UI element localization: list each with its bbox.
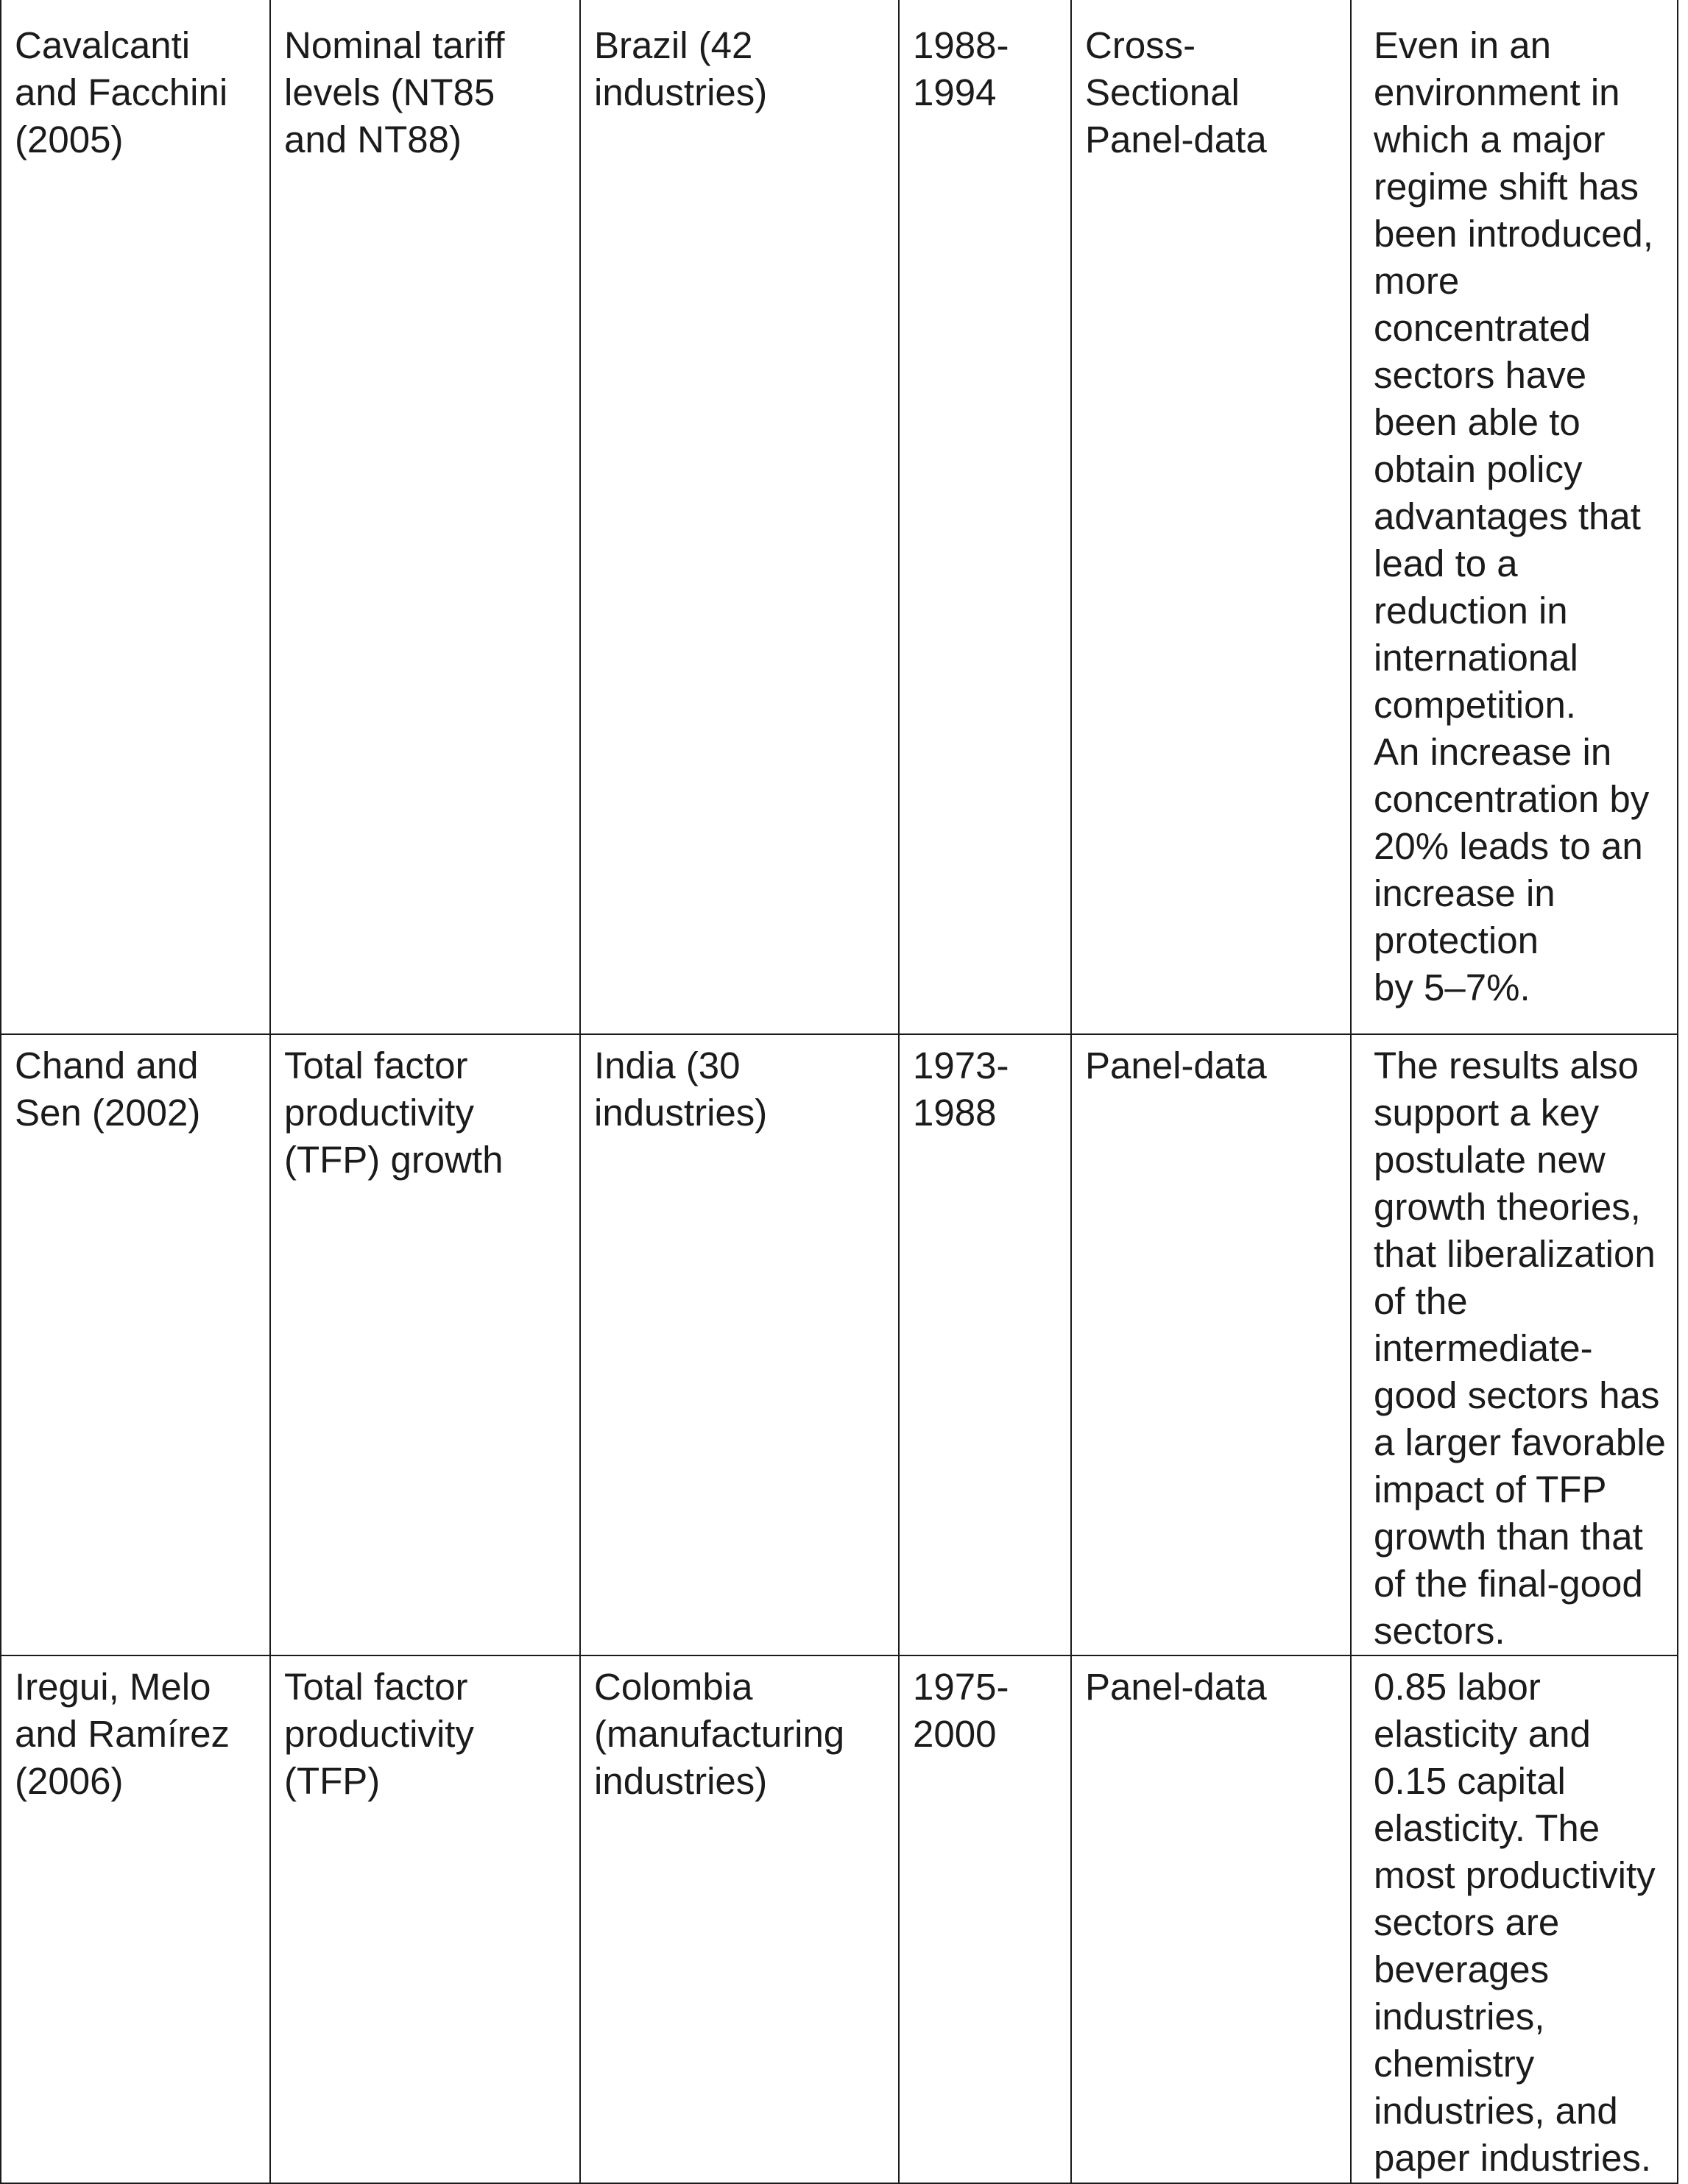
findings-text-line: industries, and [1374,2090,1618,2132]
cell-method [1071,1655,1351,2183]
period-text-line: 1994 [913,71,997,113]
findings-text-line: increase in [1374,872,1555,914]
table-row [1,0,1678,1034]
cell-findings [1351,1655,1678,2183]
variable-text-line: and NT88) [284,119,462,160]
country-text-line: India (30 [594,1045,741,1086]
findings-text-line: advantages that [1374,495,1641,537]
findings-text-line: lead to a [1374,543,1518,584]
cell-findings [1351,0,1678,1034]
variable-text-line: productivity [284,1713,474,1755]
table-row [1,1655,1678,2183]
findings-text-line: been able to [1374,401,1581,443]
findings-text-line: support a key [1374,1092,1600,1134]
findings-text-line: industries, [1374,1996,1545,2038]
method-text-line: Panel-data [1085,1045,1267,1086]
findings-text-line: 0.15 capital [1374,1760,1566,1802]
author-text-line: Iregui, Melo [15,1666,211,1708]
cell-author [1,0,270,1034]
country-text-line: Brazil (42 [594,24,753,66]
findings-text-line: been introduced, [1374,213,1653,255]
findings-text-line: a larger favorable [1374,1421,1666,1463]
cell-country [580,1655,899,2183]
findings-text-line: obtain policy [1374,448,1583,490]
findings-text-line: The results also [1374,1045,1639,1086]
author-text-line: and Ramírez [15,1713,230,1755]
findings-text-line: competition. [1374,684,1576,726]
table-body [1,0,1678,2183]
method-text-line: Panel-data [1085,1666,1267,1708]
findings-text-line: An increase in [1374,731,1612,773]
findings-text-line: of the [1374,1280,1468,1322]
findings-text-line: elasticity and [1374,1713,1591,1755]
findings-text-line: international [1374,637,1578,679]
findings-text-line: impact of TFP [1374,1469,1607,1510]
method-text-line: Panel-data [1085,119,1267,160]
variable-text-line: Nominal tariff [284,24,505,66]
cell-period [899,1034,1071,1655]
findings-text-line: Even in an [1374,24,1552,66]
author-text-line: (2006) [15,1760,124,1802]
cell-country [580,0,899,1034]
period-text-line: 1973- [913,1045,1009,1086]
findings-text-line: 0.85 labor [1374,1666,1541,1708]
findings-text-line: growth theories, [1374,1186,1641,1228]
method-text-line: Cross- [1085,24,1196,66]
country-text-line: (manufacturing [594,1713,845,1755]
period-text-line: 2000 [913,1713,997,1755]
findings-text-line: paper industries. [1374,2137,1652,2179]
country-text-line: industries) [594,1760,768,1802]
author-text-line: and Facchini [15,71,228,113]
findings-text-line: growth than that [1374,1516,1643,1558]
country-text-line: industries) [594,71,768,113]
findings-text-line: environment in [1374,71,1620,113]
country-text-line: industries) [594,1092,768,1134]
cell-variable [270,1655,580,2183]
cell-author [1,1034,270,1655]
cell-period [899,1655,1071,2183]
findings-text-line: intermediate- [1374,1327,1593,1369]
author-text-line: Sen (2002) [15,1092,201,1134]
findings-text-line: that liberalization [1374,1233,1656,1275]
variable-text-line: productivity [284,1092,474,1134]
findings-text-line: more [1374,260,1460,302]
findings-text-line: sectors. [1374,1610,1505,1652]
findings-text-line: most productivity [1374,1854,1656,1896]
variable-text-line: levels (NT85 [284,71,495,113]
findings-text-line: chemistry [1374,2043,1535,2085]
findings-text-line: concentrated [1374,307,1591,349]
cell-period [899,0,1071,1034]
findings-text-line: sectors are [1374,1901,1560,1943]
findings-text-line: elasticity. The [1374,1807,1600,1849]
findings-text-line: of the final-good [1374,1563,1643,1605]
findings-text-line: reduction in [1374,590,1568,632]
findings-text-line: by 5–7%. [1374,966,1530,1008]
findings-text-line: good sectors has [1374,1374,1660,1416]
cell-variable [270,0,580,1034]
findings-text-line: beverages [1374,1948,1550,1990]
variable-text-line: Total factor [284,1666,468,1708]
table-row [1,1034,1678,1655]
period-text-line: 1975- [913,1666,1009,1708]
findings-text-line: concentration by [1374,778,1650,820]
cell-country [580,1034,899,1655]
variable-text-line: (TFP) [284,1760,381,1802]
cell-method [1071,0,1351,1034]
findings-text-line: postulate new [1374,1139,1606,1181]
author-text-line: Cavalcanti [15,24,191,66]
findings-text-line: 20% leads to an [1374,825,1643,867]
findings-text-line: protection [1374,919,1539,961]
author-text-line: (2005) [15,119,124,160]
findings-text-line: regime shift has [1374,166,1639,208]
variable-text-line: Total factor [284,1045,468,1086]
period-text-line: 1988 [913,1092,997,1134]
findings-text-line: which a major [1374,119,1606,160]
cell-variable [270,1034,580,1655]
method-text-line: Sectional [1085,71,1240,113]
period-text-line: 1988- [913,24,1009,66]
cell-method [1071,1034,1351,1655]
country-text-line: Colombia [594,1666,753,1708]
variable-text-line: (TFP) growth [284,1139,504,1181]
cell-author [1,1655,270,2183]
findings-text-line: sectors have [1374,354,1587,396]
author-text-line: Chand and [15,1045,199,1086]
cell-findings [1351,1034,1678,1655]
